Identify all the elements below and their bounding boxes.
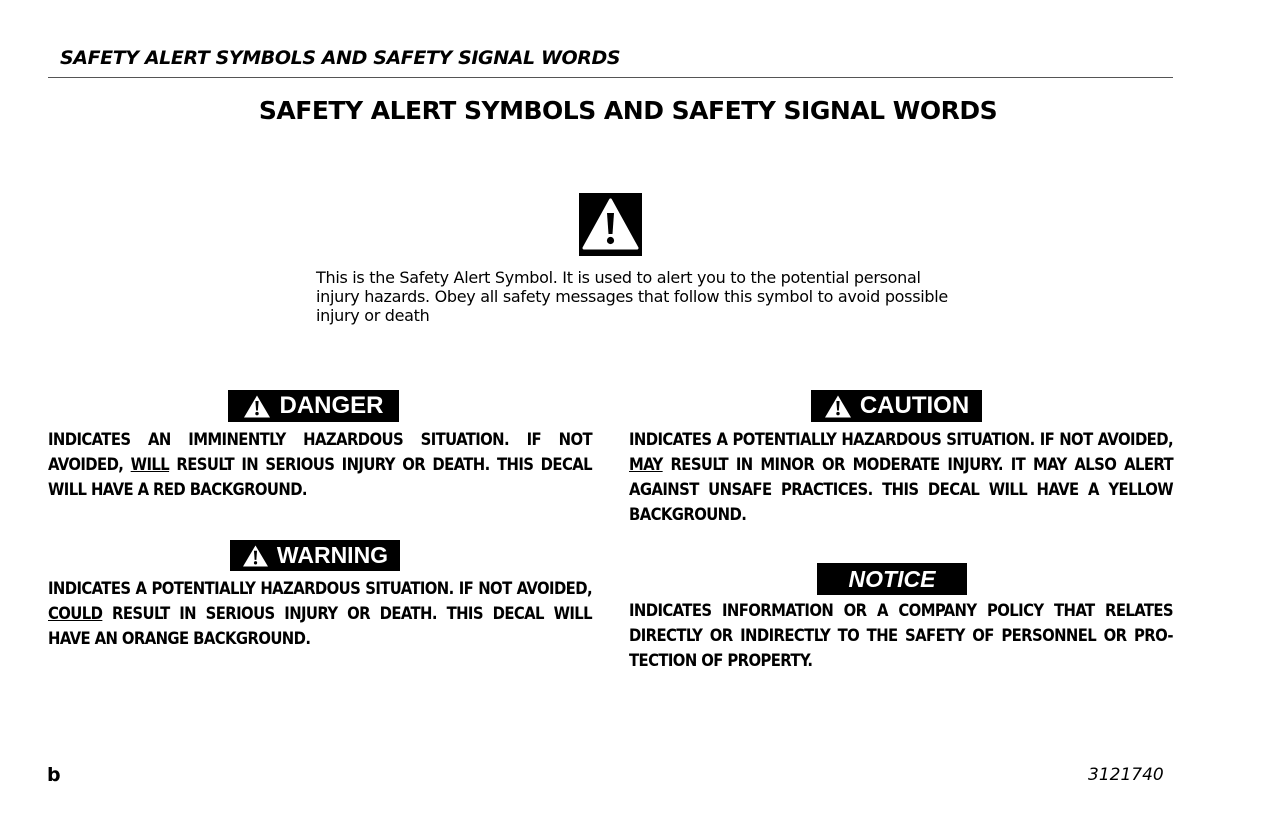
description-line: injury or death — [316, 306, 430, 325]
warning-description — [48, 576, 592, 651]
danger-desc-text: INDICATES AN IMMINENTLY HAZARDOUS SITUATION. IF NOT AVOIDED, — [48, 430, 592, 474]
running-header: SAFETY ALERT SYMBOLS AND SAFETY SIGNAL WORDS — [60, 47, 621, 69]
warning-emphasis-word: COULD — [48, 604, 103, 623]
warning-triangle-icon — [242, 544, 269, 568]
caution-desc-text: INDICATES A POTENTIALLY HAZARDOUS SITUATION. IF NOT AVOIDED, — [629, 430, 1173, 449]
danger-description — [48, 427, 592, 502]
safety-alert-symbol — [579, 193, 642, 256]
warning-desc-text: INDICATES A POTENTIALLY HAZARDOUS SITUATION. IF NOT AVOIDED, — [48, 579, 592, 598]
caution-desc-text-end: RESULT IN MINOR OR MODERATE INJURY. IT MAY ALSO ALERT AGAINST UNSAFE PRACTICES. THIS DECAL WILL HAVE A YELLOW BACKGROUND. — [629, 455, 1173, 524]
danger-label — [228, 390, 399, 422]
description-line: This is the Safety Alert Symbol. It is used to alert you to the potential personal — [316, 268, 921, 287]
header-rule — [48, 77, 1173, 78]
document-number: 3121740 — [1088, 765, 1164, 785]
danger-label-text: DANGER — [279, 392, 384, 419]
description-line: injury hazards. Obey all safety messages that follow this symbol to avoid possible — [316, 287, 948, 306]
danger-emphasis-word: WILL — [130, 455, 170, 474]
notice-description: INDICATES INFORMATION OR A COMPANY POLICY THAT RELATES DIRECTLY OR INDIRECTLY TO THE SAFETY OF PERSONNEL OR PRO-TECTION OF PROPERTY. — [629, 601, 1173, 670]
page-title: SAFETY ALERT SYMBOLS AND SAFETY SIGNAL WORDS — [258, 96, 998, 125]
warning-label — [230, 540, 400, 571]
warning-triangle-icon — [243, 394, 271, 419]
danger-desc-text-end: RESULT IN SERIOUS INJURY OR DEATH. THIS DECAL WILL HAVE A RED BACKGROUND. — [48, 455, 592, 499]
page-letter: b — [47, 764, 61, 786]
caution-description — [629, 427, 1173, 527]
warning-triangle-icon — [579, 193, 642, 256]
caution-emphasis-word: MAY — [629, 455, 663, 474]
notice-label-text: NOTICE — [848, 565, 936, 592]
caution-label — [811, 390, 982, 422]
warning-triangle-icon — [824, 394, 852, 419]
notice-label — [817, 563, 967, 595]
warning-desc-text-end: RESULT IN SERIOUS INJURY OR DEATH. THIS DECAL WILL HAVE AN ORANGE BACKGROUND. — [48, 604, 592, 648]
safety-alert-symbol-description — [316, 268, 966, 325]
warning-label-text: WARNING — [276, 542, 389, 568]
caution-label-text: CAUTION — [859, 392, 970, 419]
